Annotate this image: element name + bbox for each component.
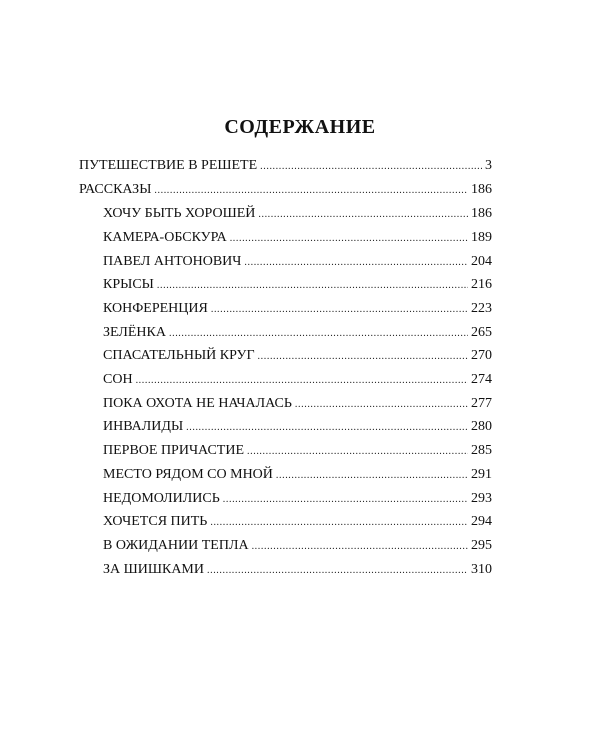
dot-leader [258,206,468,224]
toc-entry [103,490,492,509]
toc-entry-page: 270 [471,348,492,363]
toc-entry [103,205,492,224]
dot-leader [295,396,468,414]
toc-entry [79,157,492,176]
toc-entry [103,466,492,485]
dot-leader [258,348,468,366]
toc-entry [103,537,492,556]
dot-leader [157,277,468,295]
toc-entry-title: В ОЖИДАНИИ ТЕПЛА [103,538,249,553]
toc-entry-page: 3 [485,158,492,173]
toc-entry-title: КАМЕРА-ОБСКУРА [103,230,227,245]
toc-entry-title: ИНВАЛИДЫ [103,419,184,434]
toc-entry [103,418,492,437]
toc-entry [103,513,492,532]
toc-entry [79,181,492,200]
toc-entry-title: СПАСАТЕЛЬНЫЙ КРУГ [103,348,255,363]
toc-entry-page: 265 [471,325,492,340]
toc-entry [103,324,492,343]
toc-entry [103,347,492,366]
toc-entry-title: МЕСТО РЯДОМ СО МНОЙ [103,467,273,482]
dot-leader [207,562,468,580]
dot-leader [186,419,468,437]
toc-entry-page: 293 [471,491,492,506]
toc-entry [103,442,492,461]
toc-entry-title: СОН [103,372,133,387]
dot-leader [210,514,468,532]
dot-leader [247,443,468,461]
dot-leader [252,538,468,556]
toc-entry-page: 216 [471,277,492,292]
dot-leader [276,467,468,485]
toc-entry-title: ПАВЕЛ АНТОНОВИЧ [103,254,242,269]
dot-leader [260,158,482,176]
toc-entry-page: 310 [471,562,492,577]
toc-entry-page: 204 [471,254,492,269]
toc-entry-title: ХОЧУ БЫТЬ ХОРОШЕЙ [103,206,256,221]
toc-entry-title: КОНФЕРЕНЦИЯ [103,301,208,316]
toc-entry-title: ПЕРВОЕ ПРИЧАСТИЕ [103,443,245,458]
toc-entry [103,561,492,580]
toc-entry-title: ПУТЕШЕСТВИЕ В РЕШЕТЕ [79,158,258,173]
toc-entry-page: 274 [471,372,492,387]
page-title: СОДЕРЖАНИЕ [224,116,376,138]
toc-entry [103,229,492,248]
toc-entry-page: 186 [471,182,492,197]
toc-entry [103,253,492,272]
toc-entry-title: ХОЧЕТСЯ ПИТЬ [103,514,208,529]
dot-leader [169,325,468,343]
toc-entry [103,371,492,390]
toc-entry [103,300,492,319]
toc-entry [103,276,492,295]
dot-leader [211,301,468,319]
dot-leader [230,230,468,248]
toc-entry-title: ЗА ШИШКАМИ [103,562,204,577]
toc-entry-page: 280 [471,419,492,434]
dot-leader [223,491,468,509]
toc-entry-title: РАССКАЗЫ [79,182,152,197]
toc-entry-page: 295 [471,538,492,553]
toc-entry-page: 189 [471,230,492,245]
toc-entry-page: 277 [471,396,492,411]
toc-entry-title: КРЫСЫ [103,277,154,292]
toc-entry-page: 294 [471,514,492,529]
toc-entry-page: 223 [471,301,492,316]
toc-entry-page: 285 [471,443,492,458]
dot-leader [244,254,468,272]
toc-entry-title: ЗЕЛЁНКА [103,325,166,340]
dot-leader [136,372,468,390]
toc-entry-page: 186 [471,206,492,221]
toc-entry [103,395,492,414]
dot-leader [154,182,468,200]
toc-entry-page: 291 [471,467,492,482]
toc-entry-title: НЕДОМОЛИЛИСЬ [103,491,220,506]
toc-entry-title: ПОКА ОХОТА НЕ НАЧАЛАСЬ [103,396,292,411]
